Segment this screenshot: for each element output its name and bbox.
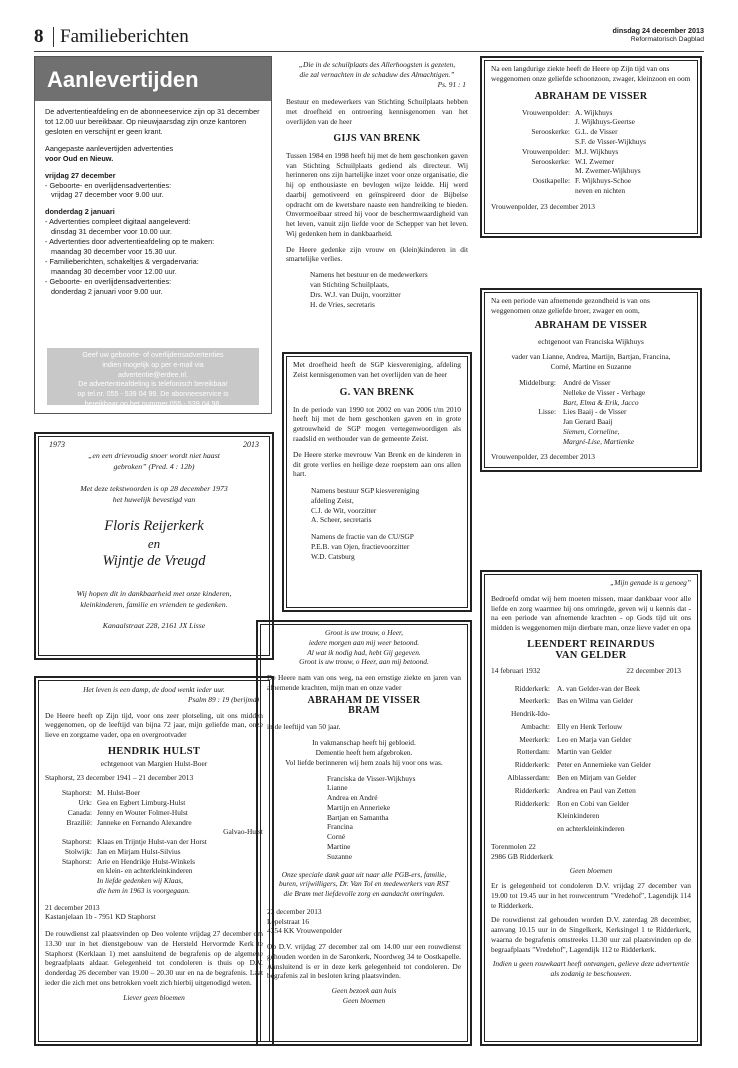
family-place: Meerkerk:	[519, 696, 550, 706]
family-row	[491, 388, 691, 398]
brenk1-quote: „Die in de schuilplaats des Allerhoogsten is gezeten, die zal vernachten in de schaduw des Almachtigen.”	[298, 60, 456, 79]
family-place	[491, 417, 559, 427]
family-place: Stolwijk:	[64, 846, 92, 856]
family-member: Andrea en André	[327, 793, 378, 803]
day1-item-2: vrijdag 27 december voor 9.00 uur.	[51, 190, 164, 200]
day2-title: donderdag 2 januari	[45, 207, 115, 217]
bram-r2-parents: vader van Lianne, Andrea, Martijn, Bartjan, Francina, Corné, Martine en Suzanne	[511, 352, 671, 372]
bram-inlaws-ad	[480, 56, 702, 238]
family-place: Vrouwenpolder:	[522, 146, 570, 156]
bram-r2-name: ABRAHAM DE VISSER	[534, 319, 648, 331]
day2-item-4b: donderdag 2 januari voor 9.00 uur.	[51, 286, 163, 296]
gelder-flowers: Geen bloemen	[569, 866, 613, 876]
aanlevertijden-title: Aanlevertijden	[35, 57, 271, 101]
jubilee-names	[39, 517, 269, 571]
day2-item-2b: maandag 30 december voor 15.30 uur.	[51, 247, 177, 257]
header-newspaper: Reformatorisch Dagblad	[630, 36, 704, 43]
gelder-name: LEENDERT REINARDUS VAN GELDER	[527, 638, 655, 661]
family-names: M. Hulst-Boer	[97, 788, 141, 798]
hulst-spouse: echtgenoot van Margien Hulst-Boer	[100, 758, 208, 768]
family-member: Lianne	[327, 783, 348, 793]
gelder-city: 2986 GB Ridderkerk	[491, 851, 553, 861]
gelder-condolence: Er is gelegenheid tot condoleren D.V. vrijdag 27 december van 19.00 tot 19.45 uur in het rouwcentrum "Vredehof", Lagendijk 114 te Ridderkerk.	[491, 881, 691, 910]
day2-item-1: - Advertenties compleet digitaal aangeleverd:	[45, 217, 191, 227]
family-member: Francina	[327, 822, 353, 832]
bram-closing: Geen bezoek aan huis Geen bloemen	[331, 986, 397, 1005]
family-names: Elly en Henk Terlouw	[557, 721, 623, 731]
page-number: 8	[34, 26, 44, 47]
hulst-service: De rouwdienst zal plaatsvinden op Deo volente vrijdag 27 december om 13.30 uur in het dienstgebouw van de Hersteld Hervormde Kerk te Staphorst (Kerklaan 1) met aansluitend de begrafenis op de algemene begraafplaats aldaar. Gelegenheid tot condoleren is thuis op D.V. donderdag 26 december van 19.00 – 20.30 uur en na de begrafenis. Laat ieder die zich met ons betrokken voelt zich hierbij uitgenodigd weten.	[45, 929, 263, 987]
day1-title: vrijdag 27 december	[45, 170, 116, 180]
family-member: Corné	[327, 832, 346, 842]
family-place: Serooskerke:	[531, 156, 570, 166]
bram-r2-intro: Na een periode van afnemende gezondheid is van ons weggenomen onze geliefde broer, zwager en oom,	[491, 296, 650, 315]
bram-r1-date: Vrouwenpolder, 23 december 2013	[491, 201, 595, 211]
family-row	[491, 378, 691, 388]
family-row	[45, 818, 263, 828]
family-row	[491, 166, 691, 176]
hulst-intro: De Heere heeft op Zijn tijd, voor ons zeer plotseling, uit ons midden weggenomen, op de leeftijd van bijna 72 jaar, mijn geliefde man, onze lieve en zorgzame vader, opa en overgrootvader	[45, 710, 263, 740]
header-date: dinsdag 24 december 2013	[612, 26, 704, 35]
header-divider	[53, 27, 54, 47]
day2-item-3b: maandag 30 december voor 12.00 uur.	[51, 266, 177, 276]
brenk1-sign: Namens het bestuur en de medewerkers van Stichting Schuilplaats, Drs. W.J. van Duijn, voorzitter H. de Vries, secretaris	[310, 270, 428, 309]
email-link[interactable]: advertentie@erdee.nl.	[118, 370, 188, 379]
bram-name: ABRAHAM DE VISSER BRAM	[307, 694, 421, 716]
family-names: Kleinkinderen	[557, 811, 600, 821]
family-row	[45, 837, 263, 847]
family-place	[491, 166, 573, 176]
family-names: en achterkleinkinderen	[557, 824, 625, 834]
family-place: Serooskerke:	[531, 127, 570, 137]
family-place: Alblasserdam:	[507, 772, 550, 782]
family-names: Jan Gerard Baaij	[563, 417, 613, 427]
family-row	[491, 824, 691, 834]
family-row	[491, 437, 691, 447]
family-row	[45, 866, 263, 876]
family-names: S.F. de Visser-Wijkhuys	[575, 137, 647, 147]
bram-family-list	[267, 774, 461, 862]
hulst-address: Kastanjelaan 1b - 7951 KD Staphorst	[45, 912, 156, 922]
family-place: Staphorst:	[62, 788, 92, 798]
family-row	[491, 137, 691, 147]
family-place: Ridderkerk:	[514, 683, 550, 693]
bram-age: in de leeftijd van 50 jaar.	[267, 721, 341, 731]
brenk2-sign2: Namens de fractie van de CU/SGP P.E.B. van Ojen, fractievoorzitter W.D. Catsburg	[311, 532, 414, 561]
bram-r2-spouse: echtgenoot van Franciska Wijkhuys	[538, 336, 644, 346]
jubilee-address: Kanaalstraat 228, 2161 JX Lisse	[102, 621, 206, 630]
family-names: A. van Gelder-van der Beek	[557, 683, 640, 693]
family-row	[491, 709, 691, 719]
family-row	[491, 811, 691, 821]
bram-date: 23 december 2013	[267, 906, 322, 916]
gelder-family-list	[491, 684, 691, 834]
gelder-service: De rouwdienst zal gehouden worden D.V. zaterdag 28 december, aanvang 10.15 uur in de Singelkerk, Kerksingel 1 te Ridderkerk, waarna de begrafenis omstreeks 11.30 uur zal plaatsvinden op de begraafplaats "Vredehof", Lagendijk 112 te Ridderkerk.	[491, 915, 691, 954]
family-row	[491, 417, 691, 427]
day2-item-4: - Geboorte- en overlijdensadvertenties:	[45, 276, 172, 286]
brenk2-wish: De Heere sterke mevrouw Van Brenk en de kinderen in dit grote verlies en heilige deze roepstem aan ons allen hart.	[293, 449, 461, 479]
jubilee-intro: Met deze tekstwoorden is op 28 december 1973 het huwelijk bevestigd van	[80, 484, 228, 505]
bram-r1-family-list	[491, 108, 691, 196]
jubilee-hope: Wij hopen dit in dankbaarheid met onze kinderen, kleinkinderen, familie en vrienden te gedenken.	[76, 589, 232, 610]
brenk1-ref: Ps. 91 : 1	[437, 79, 466, 89]
family-place	[45, 866, 95, 876]
brenk-stichting-ad	[284, 56, 470, 338]
brenk2-body: In de periode van 1990 tot 2002 en van 2006 t/m 2010 heeft hij met de hem geschonken gaven en in grote getrouwheid de SGP mogen vertegenwoordigen als raadslid en wethouder van de gemeente Zeist.	[293, 404, 461, 444]
family-names: Margré-Lise, Martienke	[563, 436, 635, 446]
bram-r1-name: ABRAHAM DE VISSER	[534, 90, 648, 102]
family-names: Nelleke de Visser - Verhage	[563, 387, 646, 397]
bram-r2-family-list	[491, 378, 691, 446]
brenk2-sign1: Namens bestuur SGP kiesvereniging afdeling Zeist, C.J. de Wit, voorzitter A. Scheer, secretaris	[311, 486, 420, 525]
family-place	[491, 388, 559, 398]
bram-r1-intro: Na een langdurige ziekte heeft de Heere op Zijn tijd van ons weggenomen onze geliefde schoonzoon, zwager, kleinzoon en oom	[491, 64, 691, 83]
family-member: Martine	[327, 842, 351, 852]
page-header	[34, 22, 704, 50]
family-place: Middelburg:	[519, 378, 556, 388]
family-place: Meerkerk:	[519, 734, 550, 744]
family-place: Ambacht:	[520, 721, 550, 731]
family-row	[45, 847, 263, 857]
bram-service: Op D.V. vrijdag 27 december zal om 14.00 uur een rouwdienst gehouden worden in de Saronkerk, Noordweg 34 te Oostkapelle. Aansluitend is er in deze kerk gelegenheid tot condoleren. De begrafenis zal in besloten kring plaatsvinden.	[267, 942, 461, 981]
family-names: Leo en Marja van Gelder	[557, 734, 632, 744]
hulst-dates: Staphorst, 23 december 1941 – 21 december 2013	[45, 773, 194, 783]
family-row	[491, 684, 691, 694]
family-row	[491, 427, 691, 437]
family-place	[491, 137, 573, 147]
family-names: Bart, Elma & Erik, Jacco	[563, 397, 639, 407]
family-row	[491, 147, 691, 157]
family-place: Lisse:	[538, 407, 556, 417]
family-row	[491, 127, 691, 137]
aanlever-intro: De advertentieafdeling en de abonneeservice zijn op 31 december tot 12.00 uur bereikbaar. Op nieuwjaarsdag zijn onze kantoren gesloten en verschijnt er geen krant.	[45, 107, 260, 136]
family-row	[491, 157, 691, 167]
gelder-closing: Indien u geen rouwkaart heeft ontvangen, gelieve deze advertentie als zodanig te beschouwen.	[492, 959, 690, 979]
gelder-intro: Bedroefd omdat wij hem moeten missen, maar dankbaar voor alle liefde en zorg waarmee hij ons omringde, geven wij u kennis dat - na een periode van afnemende krachten - op Gods tijd uit ons midden is weggenomen mijn dierbare man, onze lieve vader en opa	[491, 593, 691, 633]
family-names: Galvao-Hulst	[223, 827, 263, 837]
family-row	[491, 799, 691, 809]
brenk2-name: G. VAN BRENK	[339, 386, 415, 398]
jubilee-quote: „en een drievoudig snoer wordt niet haast gebroken” (Pred. 4 : 12b)	[88, 451, 220, 471]
family-place: Staphorst:	[62, 856, 92, 866]
family-names: W.I. Zwemer	[575, 156, 614, 166]
brenk1-name: GIJS VAN BRENK	[333, 132, 421, 144]
family-place	[491, 824, 553, 834]
bram-siblings-ad	[480, 288, 702, 472]
family-row	[491, 398, 691, 408]
brenk1-wish: De Heere gedenke zijn vrouw en (klein)kinderen in dit smartelijke verlies.	[286, 244, 468, 264]
family-names: G.L. de Visser	[575, 127, 618, 137]
bram-intro: De Heere nam van ons weg, na een ernstige ziekte en jaren van afnemende krachten, mijn man en onze vader	[267, 673, 461, 692]
name-en: en	[147, 535, 161, 551]
family-place: Urk:	[78, 797, 92, 807]
family-names: Peter en Annemieke van Gelder	[557, 760, 651, 770]
family-row	[491, 786, 691, 796]
hulst-date-line: 21 december 2013	[45, 902, 100, 912]
family-names: M.J. Wijkhuys	[575, 146, 619, 156]
family-names	[553, 709, 557, 719]
family-names: Arie en Hendrikje Hulst-Winkels	[97, 856, 196, 866]
family-place: Vrouwenpolder:	[522, 107, 570, 117]
family-row	[491, 735, 691, 745]
family-names: Janneke en Fernando Alexandre	[97, 817, 192, 827]
family-place: Ridderkerk:	[514, 760, 550, 770]
family-place: Ridderkerk:	[514, 785, 550, 795]
hulst-memory: In liefde gedenken wij Klaas, die hem in 1963 is voorgegaan.	[97, 876, 190, 895]
family-place: Brazilië:	[66, 817, 92, 827]
hulst-ad	[34, 676, 274, 1046]
family-names: Andrea en Paul van Zetten	[557, 785, 636, 795]
family-names: Lies Baaij - de Visser	[563, 407, 627, 417]
gelder-ad	[480, 570, 702, 1046]
family-member: Martijn en Annerieke	[327, 802, 391, 812]
family-names: M. Zwemer-Wijkhuys	[575, 166, 641, 176]
family-place	[491, 427, 559, 437]
family-member: Suzanne	[327, 851, 353, 861]
family-names: Jenny en Wouter Folmer-Hulst	[97, 807, 188, 817]
family-row	[491, 773, 691, 783]
bram-poem: In vakmanschap heeft hij gebloeid. Dementie heeft hem afgebroken. Vol liefde berinneren wij hem zoals hij voor ons was.	[285, 738, 443, 767]
aanlever-subintro: Aangepaste aanlevertijden advertenties voor Oud en Nieuw.	[45, 143, 174, 163]
jubilee-ad	[34, 432, 274, 660]
family-row	[45, 808, 263, 818]
family-names: Gea en Egbert Limburg-Hulst	[97, 797, 186, 807]
gelder-street: Torenmolen 22	[491, 841, 536, 851]
family-row	[491, 407, 691, 417]
section-title: Familieberichten	[60, 26, 189, 47]
gelder-quote: „Mijn genade is u genoeg”	[610, 578, 691, 587]
family-place	[491, 186, 573, 196]
hulst-name: HENDRIK HULST	[107, 745, 201, 757]
family-row	[491, 117, 691, 127]
family-row	[491, 722, 691, 732]
family-place	[491, 437, 559, 447]
brenk-sgp-ad	[282, 352, 472, 612]
aanlever-body	[45, 107, 263, 297]
family-names: Ron en Cobi van Gelder	[557, 798, 629, 808]
family-names: J. Wijkhuys-Geertse	[575, 117, 635, 127]
brenk2-intro: Met droefheid heeft de SGP kiesvereniging, afdeling Zeist kennisgenomen van het overlijden van de heer	[293, 360, 461, 379]
family-row	[491, 696, 691, 706]
family-row	[45, 788, 263, 798]
family-names: en klein- en achterkleinkinderen	[97, 866, 193, 876]
family-names: Bas en Wilma van Gelder	[557, 696, 633, 706]
family-names: Klaas en Trijntje Hulst-van der Horst	[97, 837, 207, 847]
family-place: Canada:	[67, 807, 92, 817]
family-names: A. Wijkhuys	[575, 107, 613, 117]
year-left: 1973	[49, 440, 65, 449]
family-names: F. Wijkhuys-Schoe	[575, 176, 632, 186]
family-row	[45, 798, 263, 808]
bram-thanks: Onze speciale dank gaat uit naar alle PGB-ers, familie, buren, vrijwilligers, Dr. Van Tol en medewerkers van RST die Bram met liefdevolle zorg en aandacht omringden.	[278, 869, 450, 899]
family-place	[491, 811, 553, 821]
family-row	[491, 176, 691, 186]
family-names: Martin van Gelder	[557, 747, 612, 757]
name-wife: Wijntje de Vreugd	[102, 553, 206, 570]
family-place	[491, 117, 573, 127]
day2-item-2: - Advertenties door advertentieafdeling op te maken:	[45, 237, 215, 247]
bram-street: Lepelstraat 16	[267, 916, 310, 926]
day2-item-1b: dinsdag 31 december voor 10.00 uur.	[51, 227, 172, 237]
family-place: Ridderkerk:	[514, 798, 550, 808]
bram-city: 4354 KK Vrouwenpolder	[267, 926, 342, 936]
hulst-family-list	[45, 788, 263, 876]
family-row	[45, 827, 263, 837]
brenk1-body: Tussen 1984 en 1998 heeft hij met de hem geschonken gaven van Stichting Schuilplaats gediend als directeur. Wij herinneren ons zijn hartelijke inzet voor onze organisatie, die hij op enthousiaste en bevlogen wijze leidde. Hij werd daarbij gemotiveerd en geïnspireerd door de Bijbelse opdracht om de kwetsbare naaste een handreiking te bieden. Onvermoeibaar streed hij voor de beschermwaardigheid van het leven, vanuit zijn liefde voor de Schepper van het leven. Wij gedenken hem in dankbaarheid.	[286, 150, 468, 238]
hulst-closing: Liever geen bloemen	[123, 992, 185, 1002]
header-rule	[34, 51, 704, 52]
family-names: André de Visser	[563, 378, 611, 388]
family-place: Oostkapelle:	[532, 176, 570, 186]
hulst-quote: Het leven is een damp, de dood wenkt ieder uur. Psalm 89 : 19 (berijmd)	[83, 685, 259, 704]
family-names: Ben en Mirjam van Gelder	[557, 772, 637, 782]
family-names: neven en nichten	[575, 185, 626, 195]
bram-r2-date: Vrouwenpolder, 23 december 2013	[491, 452, 595, 462]
bram-family-ad	[256, 620, 472, 1046]
day2-item-3: - Familieberichten, schakeltjes & vergadervaria:	[45, 256, 199, 266]
family-row	[491, 747, 691, 757]
family-names: Siemen, Corneline,	[563, 426, 620, 436]
family-place	[491, 398, 559, 408]
family-place: Hendrik-Ido-	[511, 709, 550, 719]
aanlevertijden-box	[34, 56, 272, 414]
family-member: Franciska de Visser-Wijkhuys	[327, 773, 416, 783]
gelder-dates: 14 februari 1932 22 december 2013	[491, 665, 681, 675]
family-member: Bartjan en Samantha	[327, 812, 389, 822]
family-names: Jan en Mirjam Hulst-Silvius	[97, 846, 181, 856]
family-place: Rotterdam:	[516, 747, 550, 757]
brenk1-intro: Bestuur en medewerkers van Stichting Schuilplaats hebben met droefheid en ontroering kennisgenomen van het overlijden van de heer	[286, 97, 468, 126]
day1-item-1: - Geboorte- en overlijdensadvertenties:	[45, 180, 172, 190]
family-row	[491, 108, 691, 118]
year-right: 2013	[243, 440, 259, 449]
family-place	[45, 827, 95, 837]
family-place: Staphorst:	[62, 837, 92, 847]
family-row	[491, 760, 691, 770]
family-row	[45, 857, 263, 867]
name-husband: Floris Reijerkerk	[104, 518, 204, 534]
family-row	[491, 186, 691, 196]
bram-psalm: Groot is uw trouw, o Heer, iedere morgen aan mij weer betoond. Al wat ik nodig had, hebt Gij gegeven. Groot is uw trouw, o Heer, aan mij betoond.	[299, 628, 429, 667]
aanlever-contact: Geef uw geboorte- of overlijdensadvertenties indien mogelijk op per e-mail via advertentie@erdee.nl. De advertentieafdeling is telefonisch bereikbaar op tel.nr. 055 - 539 04 99. De abonneeservice is bereikbaar op het nummer 055 - 539 04 98.	[47, 348, 259, 405]
